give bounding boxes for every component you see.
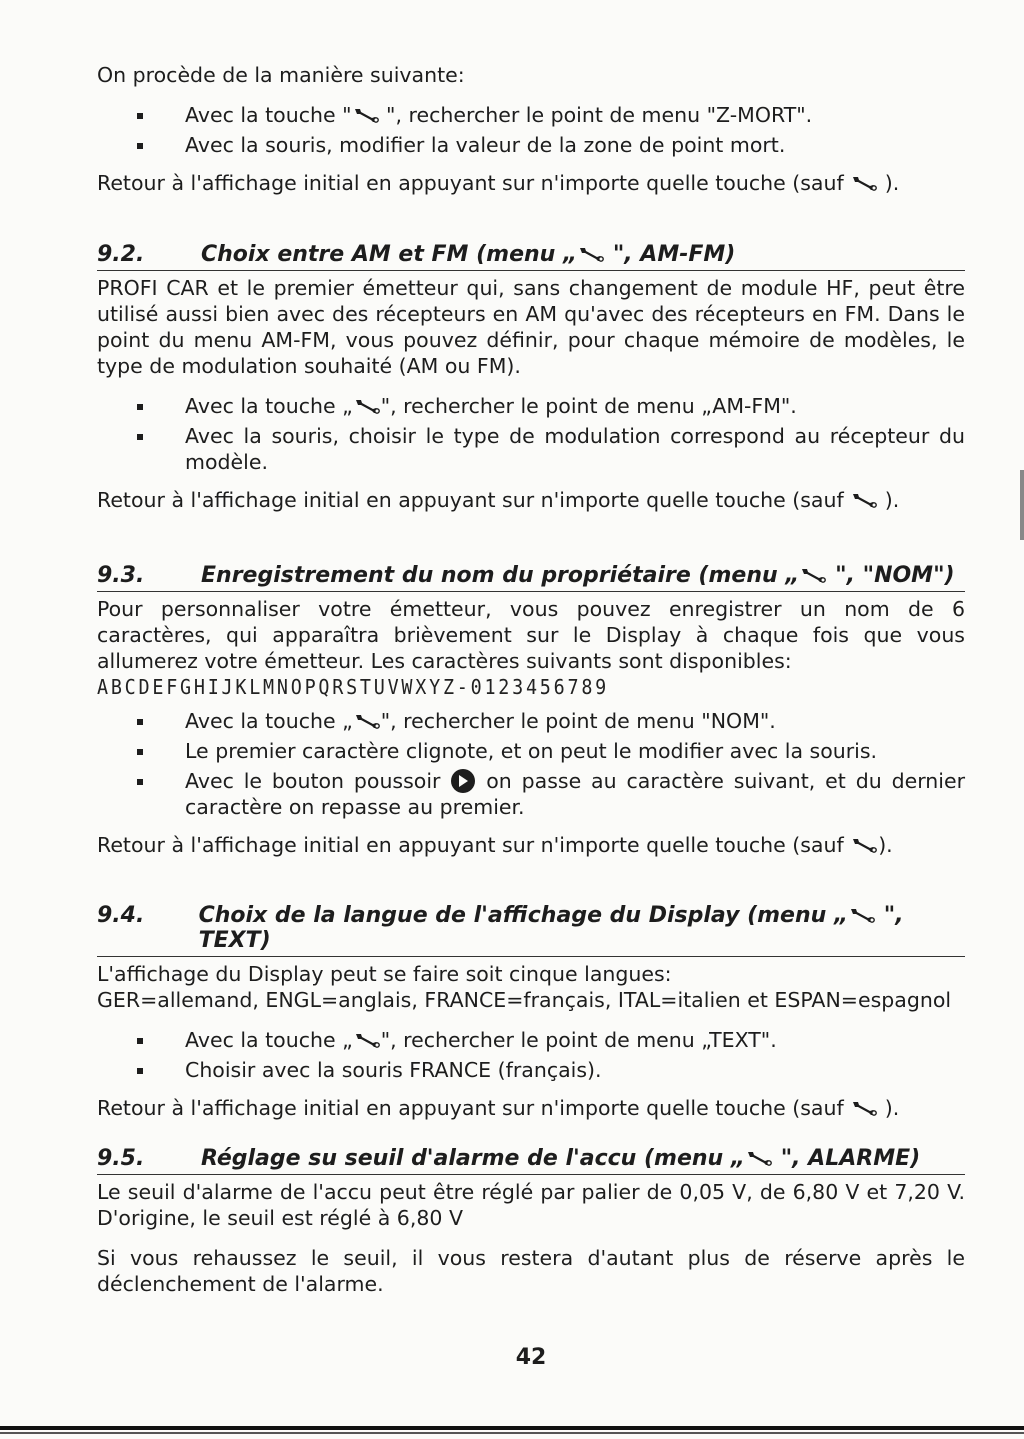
bullet-marker [137, 434, 143, 440]
section-paragraph: GER=allemand, ENGL=anglais, FRANCE=français, ITAL=italien et ESPAN=espagnol [97, 988, 952, 1012]
section-bullets [97, 708, 965, 820]
lcd-charset: ABCDEFGHIJKLMNOPQRSTUVWXYZ-0123456789 [97, 675, 610, 699]
list-item: Choisir avec la souris FRANCE (français). [97, 1057, 965, 1083]
return-note: Retour à l'affichage initial en appuyant sur n'importe quelle touche (sauf ). [97, 488, 900, 512]
wrench-icon [577, 245, 605, 263]
section-title: Enregistrement du nom du propriétaire (menu „ ", "NOM") [201, 563, 955, 588]
wrench-icon [745, 1149, 773, 1167]
page-number: 42 [515, 1345, 547, 1370]
wrench-icon [353, 1031, 381, 1049]
bullet-marker [137, 1068, 143, 1074]
wrench-icon [850, 836, 878, 854]
wrench-icon [850, 491, 878, 509]
section-title: Choix entre AM et FM (menu „ ", AM-FM) [201, 242, 736, 267]
section-heading [97, 1146, 965, 1175]
wrench-icon [799, 566, 827, 584]
wrench-icon [850, 174, 878, 192]
section-paragraph: PROFI CAR et le premier émetteur qui, sans changement de module HF, peut être utilisé aussi bien avec des récepteurs en AM qu'avec des récepteurs en FM. Dans le point du menu AM-FM, vous pouvez définir, pour chaque mémoire de modèles, le type de modulation souhaité (AM ou FM). [97, 276, 965, 378]
bullet-marker [137, 113, 143, 119]
scan-edge-mark [1020, 470, 1024, 540]
return-note: Retour à l'affichage initial en appuyant sur n'importe quelle touche (sauf ). [97, 171, 900, 195]
section-paragraph: Pour personnaliser votre émetteur, vous pouvez enregistrer un nom de 6 caractères, qui apparaîtra brièvement sur le Display à chaque fois que vous allumerez votre émetteur. Les caractères suivants sont disponibles: [97, 597, 965, 673]
intro-lead: On procède de la manière suivante: [97, 63, 465, 87]
bullet-marker [137, 404, 143, 410]
section-heading [97, 563, 965, 592]
intro-block [97, 62, 965, 196]
return-note: Retour à l'affichage initial en appuyant sur n'importe quelle touche (sauf ). [97, 833, 893, 857]
section-9-4 [97, 903, 965, 1121]
list-item: Avec la touche „ ", rechercher le point de menu "NOM". [97, 708, 965, 734]
section-number: 9.4. [97, 903, 145, 928]
list-item: Avec la souris, choisir le type de modulation correspond au récepteur du modèle. [97, 423, 965, 475]
bullet-marker [137, 719, 143, 725]
return-note: Retour à l'affichage initial en appuyant sur n'importe quelle touche (sauf ). [97, 1096, 900, 1120]
section-bullets [97, 393, 965, 475]
section-9-2 [97, 242, 965, 513]
list-item: Avec la touche " ", rechercher le point de menu "Z-MORT". [97, 102, 965, 128]
wrench-icon [848, 906, 876, 924]
push-button-icon [450, 768, 476, 794]
section-9-5 [97, 1146, 965, 1297]
section-number: 9.5. [97, 1146, 145, 1171]
list-item: Avec la touche „ ", rechercher le point de menu „TEXT". [97, 1027, 965, 1053]
intro-bullets [97, 102, 965, 158]
section-number: 9.3. [97, 563, 145, 588]
list-item: Avec la touche „ ", rechercher le point de menu „AM-FM". [97, 393, 965, 419]
section-title: Réglage su seuil d'alarme de l'accu (menu „ ", ALARME) [201, 1146, 921, 1171]
section-paragraph: L'affichage du Display peut se faire soit cinque langues: [97, 962, 672, 986]
bullet-marker [137, 749, 143, 755]
list-item: Le premier caractère clignote, et on peut le modifier avec la souris. [97, 738, 965, 764]
list-item: Avec la souris, modifier la valeur de la zone de point mort. [97, 132, 965, 158]
bullet-marker [137, 143, 143, 149]
bottom-rule-secondary [0, 1432, 1024, 1434]
section-heading [97, 903, 965, 957]
section-9-3 [97, 563, 965, 858]
section-paragraph: Si vous rehaussez le seuil, il vous restera d'autant plus de réserve après le déclenchement de l'alarme. [97, 1246, 965, 1296]
section-title: Choix de la langue de l'affichage du Display (menu „ ", TEXT) [198, 903, 904, 953]
section-paragraph: Le seuil d'alarme de l'accu peut être réglé par palier de 0,05 V, de 6,80 V et 7,20 V. D'origine, le seuil est réglé à 6,80 V [97, 1180, 965, 1230]
bottom-rule [0, 1426, 1024, 1430]
wrench-icon [353, 712, 381, 730]
wrench-icon [353, 397, 381, 415]
bullet-marker [137, 1038, 143, 1044]
section-heading [97, 242, 965, 271]
wrench-icon [352, 106, 380, 124]
bullet-marker [137, 779, 143, 785]
section-number: 9.2. [97, 242, 145, 267]
wrench-icon [850, 1099, 878, 1117]
list-item: Avec le bouton poussoir on passe au caractère suivant, et du dernier caractère on repasse au premier. [97, 768, 965, 820]
section-bullets [97, 1027, 965, 1083]
